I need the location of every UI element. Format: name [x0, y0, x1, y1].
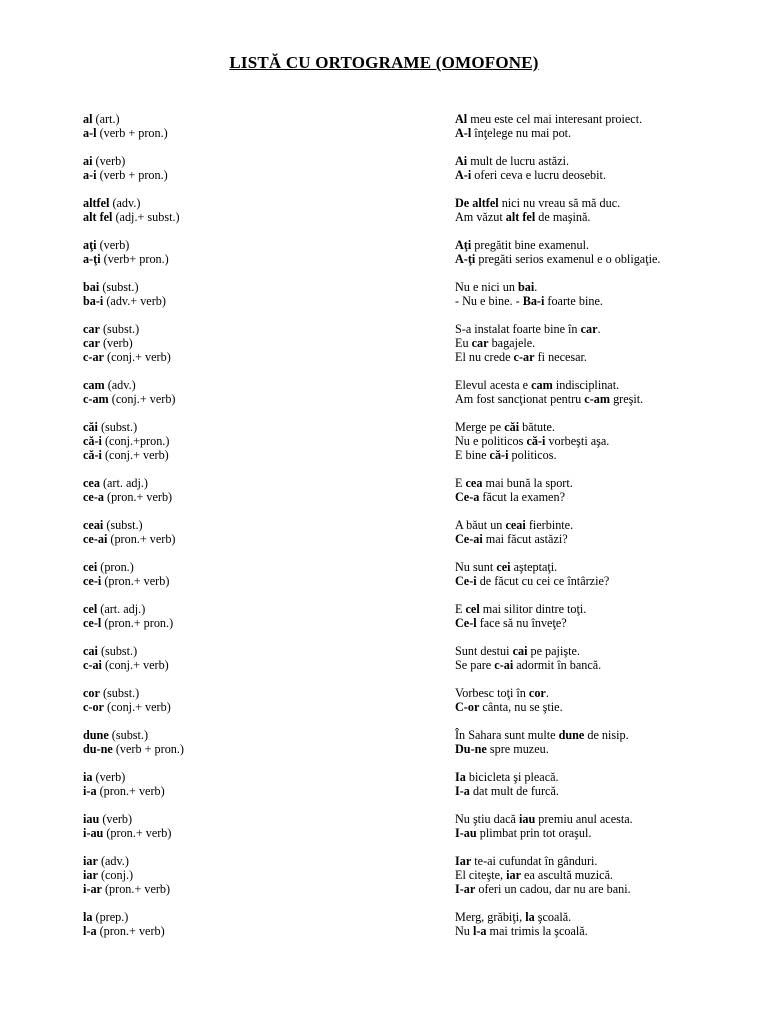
- example-highlight: Ia: [455, 770, 466, 784]
- example-sentence: [455, 658, 601, 672]
- example-text: indisciplinat.: [552, 378, 620, 392]
- example-highlight: car: [580, 322, 598, 336]
- example-highlight: iar: [506, 868, 521, 882]
- example-text: bagajele.: [488, 336, 536, 350]
- example-highlight: Aţi: [455, 238, 472, 252]
- example-highlight: ceai: [505, 518, 526, 532]
- term-line: [83, 392, 176, 406]
- term-line: [83, 210, 180, 224]
- example-sentence: [455, 812, 633, 826]
- example-text: E: [455, 602, 466, 616]
- example-highlight: căi: [504, 420, 520, 434]
- term-word: cea: [83, 476, 100, 490]
- term-line: [83, 448, 169, 462]
- example-text: Se pare: [455, 658, 495, 672]
- example-text: Nu: [455, 924, 473, 938]
- term-category: (conj.+ verb): [101, 658, 169, 672]
- term-word: iar: [83, 868, 98, 882]
- term-word: cam: [83, 378, 105, 392]
- example-text: făcut la examen?: [479, 490, 565, 504]
- example-highlight: cea: [465, 476, 483, 490]
- example-highlight: că-i: [526, 434, 546, 448]
- orthogram-group: [0, 154, 768, 182]
- example-text: pe pajişte.: [527, 644, 580, 658]
- term-word: a-i: [83, 168, 97, 182]
- example-text: pregăti serios examenul e o obligaţie.: [475, 252, 661, 266]
- term-category: (pron.+ verb): [101, 574, 170, 588]
- term-line: [83, 812, 132, 826]
- term-line: [83, 784, 165, 798]
- example-sentence: [455, 532, 568, 546]
- term-line: [83, 826, 171, 840]
- example-highlight: Al: [455, 112, 468, 126]
- term-word: altfel: [83, 196, 110, 210]
- example-highlight: Ba-i: [522, 294, 545, 308]
- example-sentence: [455, 644, 580, 658]
- example-sentence: [455, 784, 559, 798]
- example-highlight: iau: [518, 812, 536, 826]
- term-category: (subst.): [103, 518, 143, 532]
- example-text: politicos.: [508, 448, 557, 462]
- example-text: mai bună la sport.: [482, 476, 573, 490]
- example-highlight: cel: [465, 602, 480, 616]
- example-sentence: [455, 826, 591, 840]
- term-category: (pron.+ verb): [96, 924, 165, 938]
- example-text: şcoală.: [534, 910, 572, 924]
- orthogram-group: [0, 280, 768, 308]
- term-line: [83, 770, 125, 784]
- term-line: [83, 686, 139, 700]
- orthogram-group: [0, 770, 768, 798]
- term-word: car: [83, 336, 100, 350]
- example-highlight: Ce-l: [455, 616, 477, 630]
- orthogram-group: [0, 238, 768, 266]
- example-highlight: că-i: [489, 448, 509, 462]
- term-line: [83, 490, 172, 504]
- term-line: [83, 616, 173, 630]
- orthogram-group: [0, 518, 768, 546]
- example-highlight: Ce-i: [455, 574, 477, 588]
- example-text: aşteptaţi.: [510, 560, 558, 574]
- example-sentence: [455, 742, 549, 756]
- term-category: (verb): [99, 336, 133, 350]
- example-sentence: [455, 910, 571, 924]
- term-line: [83, 280, 139, 294]
- term-line: [83, 742, 184, 756]
- term-category: (conj.+ verb): [108, 392, 176, 406]
- example-text: de maşină.: [535, 210, 591, 224]
- example-text: de făcut cu cei ce întârzie?: [476, 574, 610, 588]
- term-category: (verb+ pron.): [100, 252, 169, 266]
- term-line: [83, 532, 176, 546]
- term-line: [83, 882, 170, 896]
- example-highlight: De altfel: [455, 196, 499, 210]
- example-text: mai făcut astăzi?: [482, 532, 568, 546]
- example-text: bătute.: [519, 420, 555, 434]
- term-category: (verb + pron.): [96, 126, 168, 140]
- term-word: i-au: [83, 826, 104, 840]
- term-line: [83, 294, 166, 308]
- example-text: Am fost sancţionat pentru: [455, 392, 585, 406]
- orthogram-group: [0, 378, 768, 406]
- term-word: cor: [83, 686, 100, 700]
- term-category: (pron.+ pron.): [101, 616, 174, 630]
- example-text: Am văzut: [455, 210, 506, 224]
- term-line: [83, 644, 137, 658]
- term-category: (pron.+ verb): [101, 882, 171, 896]
- example-text: Eu: [455, 336, 472, 350]
- example-text: vorbeşti aşa.: [545, 434, 610, 448]
- example-text: ea ascultă muzică.: [521, 868, 614, 882]
- example-text: A băut un: [455, 518, 506, 532]
- example-highlight: c-ar: [513, 350, 535, 364]
- term-category: (adv.): [104, 378, 136, 392]
- term-category: (verb + pron.): [112, 742, 184, 756]
- term-word: c-ar: [83, 350, 104, 364]
- term-word: iau: [83, 812, 100, 826]
- example-text: E bine: [455, 448, 490, 462]
- term-category: (verb + pron.): [96, 168, 168, 182]
- term-category: (conj.+pron.): [101, 434, 170, 448]
- term-category: (conj.+ verb): [101, 448, 169, 462]
- example-text: Sunt destui: [455, 644, 513, 658]
- example-sentence: [455, 770, 559, 784]
- term-word: că-i: [83, 448, 102, 462]
- term-word: al: [83, 112, 93, 126]
- term-category: (pron.+ verb): [103, 490, 173, 504]
- term-line: [83, 434, 169, 448]
- term-category: (pron.): [97, 560, 134, 574]
- example-sentence: [455, 420, 555, 434]
- term-category: (pron.+ verb): [103, 826, 172, 840]
- term-word: bai: [83, 280, 100, 294]
- example-sentence: [455, 126, 571, 140]
- example-highlight: A-i: [455, 168, 472, 182]
- term-category: (adj.+ subst.): [112, 210, 180, 224]
- example-highlight: Ce-ai: [455, 532, 483, 546]
- example-text: fierbinte.: [525, 518, 574, 532]
- example-text: spre muzeu.: [486, 742, 549, 756]
- term-line: [83, 238, 129, 252]
- example-text: .: [534, 280, 538, 294]
- term-category: (subst.): [99, 686, 140, 700]
- example-text: greşit.: [610, 392, 644, 406]
- term-word: iar: [83, 854, 98, 868]
- example-text: te-ai cufundat în gânduri.: [471, 854, 598, 868]
- example-text: Merge pe: [455, 420, 505, 434]
- term-word: că-i: [83, 434, 102, 448]
- orthogram-group: [0, 420, 768, 462]
- example-text: dat mult de furcă.: [469, 784, 559, 798]
- term-word: ce-ai: [83, 532, 108, 546]
- term-word: ia: [83, 770, 93, 784]
- example-text: Merg, grăbiţi,: [455, 910, 526, 924]
- term-word: alt fel: [83, 210, 113, 224]
- term-word: la: [83, 910, 93, 924]
- example-sentence: [455, 602, 586, 616]
- example-sentence: [455, 294, 603, 308]
- term-line: [83, 700, 171, 714]
- example-text: În Sahara sunt multe: [455, 728, 559, 742]
- example-text: meu este cel mai interesant proiect.: [467, 112, 643, 126]
- term-line: [83, 910, 128, 924]
- example-text: - Nu e bine. -: [455, 294, 523, 308]
- term-word: l-a: [83, 924, 97, 938]
- term-word: cai: [83, 644, 98, 658]
- term-line: [83, 112, 120, 126]
- example-sentence: [455, 448, 557, 462]
- example-sentence: [455, 924, 588, 938]
- example-highlight: c-am: [584, 392, 611, 406]
- example-highlight: car: [471, 336, 489, 350]
- term-line: [83, 518, 143, 532]
- example-text: cânta, nu se ştie.: [479, 700, 563, 714]
- term-word: a-l: [83, 126, 97, 140]
- example-text: mult de lucru astăzi.: [467, 154, 570, 168]
- example-highlight: A-ţi: [455, 252, 476, 266]
- term-word: i-ar: [83, 882, 102, 896]
- example-text: Nu sunt: [455, 560, 497, 574]
- orthogram-group: [0, 560, 768, 588]
- orthogram-group: [0, 196, 768, 224]
- term-line: [83, 854, 129, 868]
- term-category: (pron.+ verb): [107, 532, 176, 546]
- term-category: (adv.+ verb): [103, 294, 166, 308]
- example-text: nici nu vreau să mă duc.: [498, 196, 621, 210]
- term-category: (subst.): [108, 728, 149, 742]
- orthogram-group: [0, 644, 768, 672]
- orthogram-group: [0, 812, 768, 840]
- term-category: (subst.): [99, 322, 140, 336]
- term-category: (pron.+ verb): [96, 784, 165, 798]
- term-word: aţi: [83, 238, 97, 252]
- example-highlight: la: [525, 910, 535, 924]
- term-line: [83, 154, 125, 168]
- orthogram-group: [0, 728, 768, 756]
- term-category: (verb): [92, 770, 126, 784]
- example-highlight: cei: [496, 560, 511, 574]
- example-text: Nu e nici un: [455, 280, 518, 294]
- example-text: mai trimis la şcoală.: [486, 924, 588, 938]
- example-highlight: A-l: [455, 126, 472, 140]
- term-line: [83, 476, 148, 490]
- term-word: cei: [83, 560, 98, 574]
- example-sentence: [455, 252, 660, 266]
- example-sentence: [455, 574, 609, 588]
- term-category: (prep.): [92, 910, 129, 924]
- term-word: ai: [83, 154, 93, 168]
- term-category: (verb): [92, 154, 126, 168]
- example-sentence: [455, 518, 573, 532]
- example-sentence: [455, 686, 549, 700]
- term-category: (subst.): [97, 420, 138, 434]
- term-word: ce-a: [83, 490, 104, 504]
- example-highlight: cam: [531, 378, 553, 392]
- example-text: face să nu înveţe?: [476, 616, 567, 630]
- term-category: (adv.): [109, 196, 141, 210]
- example-highlight: l-a: [472, 924, 487, 938]
- example-text: de nisip.: [584, 728, 629, 742]
- example-text: E: [455, 476, 466, 490]
- example-highlight: cai: [512, 644, 528, 658]
- term-category: (art.): [92, 112, 120, 126]
- term-word: ce-i: [83, 574, 102, 588]
- example-sentence: [455, 154, 569, 168]
- term-category: (subst.): [99, 280, 139, 294]
- term-line: [83, 196, 140, 210]
- example-highlight: Iar: [455, 854, 472, 868]
- example-highlight: Ce-a: [455, 490, 480, 504]
- example-sentence: [455, 476, 573, 490]
- term-category: (adv.): [97, 854, 129, 868]
- example-highlight: dune: [558, 728, 585, 742]
- term-category: (conj.+ verb): [103, 350, 171, 364]
- example-sentence: [455, 196, 620, 210]
- term-word: ce-l: [83, 616, 102, 630]
- term-line: [83, 322, 139, 336]
- term-line: [83, 378, 136, 392]
- term-word: c-ai: [83, 658, 102, 672]
- example-text: El citeşte,: [455, 868, 507, 882]
- term-line: [83, 658, 169, 672]
- example-text: pregătit bine examenul.: [471, 238, 590, 252]
- example-text: plimbat prin tot oraşul.: [476, 826, 592, 840]
- example-sentence: [455, 392, 643, 406]
- example-text: S-a instalat foarte bine în: [455, 322, 581, 336]
- term-category: (art. adj.): [97, 602, 146, 616]
- orthogram-group: [0, 910, 768, 938]
- term-line: [83, 252, 169, 266]
- example-highlight: I-a: [455, 784, 470, 798]
- term-category: (verb): [96, 238, 130, 252]
- example-sentence: [455, 882, 631, 896]
- example-sentence: [455, 378, 619, 392]
- term-word: car: [83, 322, 100, 336]
- example-highlight: bai: [517, 280, 535, 294]
- term-line: [83, 336, 133, 350]
- term-word: ceai: [83, 518, 104, 532]
- term-word: du-ne: [83, 742, 113, 756]
- term-word: căi: [83, 420, 98, 434]
- example-highlight: I-ar: [455, 882, 476, 896]
- example-text: foarte bine.: [544, 294, 603, 308]
- term-line: [83, 126, 168, 140]
- example-highlight: I-au: [455, 826, 477, 840]
- term-line: [83, 924, 165, 938]
- example-highlight: alt fel: [505, 210, 536, 224]
- example-text: Vorbesc toţi în: [455, 686, 529, 700]
- term-word: ba-i: [83, 294, 104, 308]
- example-text: Nu e politicos: [455, 434, 527, 448]
- example-sentence: [455, 490, 565, 504]
- term-category: (verb): [99, 812, 133, 826]
- term-category: (subst.): [97, 644, 138, 658]
- term-line: [83, 560, 134, 574]
- term-word: cel: [83, 602, 98, 616]
- example-text: .: [545, 686, 549, 700]
- orthogram-group: [0, 112, 768, 140]
- example-text: adormit în bancă.: [513, 658, 602, 672]
- example-sentence: [455, 322, 601, 336]
- term-category: (conj.): [97, 868, 134, 882]
- example-text: înţelege nu mai pot.: [471, 126, 572, 140]
- example-sentence: [455, 112, 642, 126]
- example-highlight: Ai: [455, 154, 468, 168]
- example-text: premiu anul acesta.: [535, 812, 633, 826]
- orthogram-group: [0, 602, 768, 630]
- example-text: oferi un cadou, dar nu are bani.: [475, 882, 631, 896]
- example-sentence: [455, 238, 589, 252]
- example-sentence: [455, 350, 587, 364]
- example-sentence: [455, 168, 606, 182]
- term-category: (art. adj.): [99, 476, 148, 490]
- example-highlight: c-ai: [494, 658, 514, 672]
- term-line: [83, 350, 171, 364]
- example-sentence: [455, 854, 597, 868]
- example-sentence: [455, 616, 567, 630]
- orthogram-group: [0, 476, 768, 504]
- example-sentence: [455, 868, 613, 882]
- term-line: [83, 420, 137, 434]
- page-title: LISTĂ CU ORTOGRAME (OMOFONE): [229, 53, 539, 72]
- example-text: .: [597, 322, 601, 336]
- orthogram-group: [0, 854, 768, 896]
- term-line: [83, 574, 169, 588]
- example-text: oferi ceva e lucru deosebit.: [471, 168, 606, 182]
- example-sentence: [455, 210, 590, 224]
- example-sentence: [455, 700, 563, 714]
- term-word: c-or: [83, 700, 104, 714]
- example-highlight: C-or: [455, 700, 480, 714]
- term-line: [83, 728, 148, 742]
- example-text: bicicleta şi pleacă.: [465, 770, 559, 784]
- term-word: i-a: [83, 784, 97, 798]
- example-highlight: cor: [528, 686, 546, 700]
- example-text: Elevul acesta e: [455, 378, 532, 392]
- term-word: c-am: [83, 392, 109, 406]
- example-text: Nu ştiu dacă: [455, 812, 519, 826]
- orthogram-group: [0, 322, 768, 364]
- example-text: fi necesar.: [534, 350, 587, 364]
- term-word: dune: [83, 728, 109, 742]
- example-sentence: [455, 728, 629, 742]
- example-sentence: [455, 280, 537, 294]
- example-sentence: [455, 336, 535, 350]
- example-text: El nu crede: [455, 350, 514, 364]
- term-line: [83, 168, 168, 182]
- example-highlight: Du-ne: [455, 742, 487, 756]
- term-category: (conj.+ verb): [103, 700, 171, 714]
- example-sentence: [455, 560, 557, 574]
- orthogram-group: [0, 686, 768, 714]
- example-text: mai silitor dintre toţi.: [479, 602, 587, 616]
- term-line: [83, 868, 133, 882]
- example-sentence: [455, 434, 609, 448]
- term-line: [83, 602, 145, 616]
- term-word: a-ţi: [83, 252, 101, 266]
